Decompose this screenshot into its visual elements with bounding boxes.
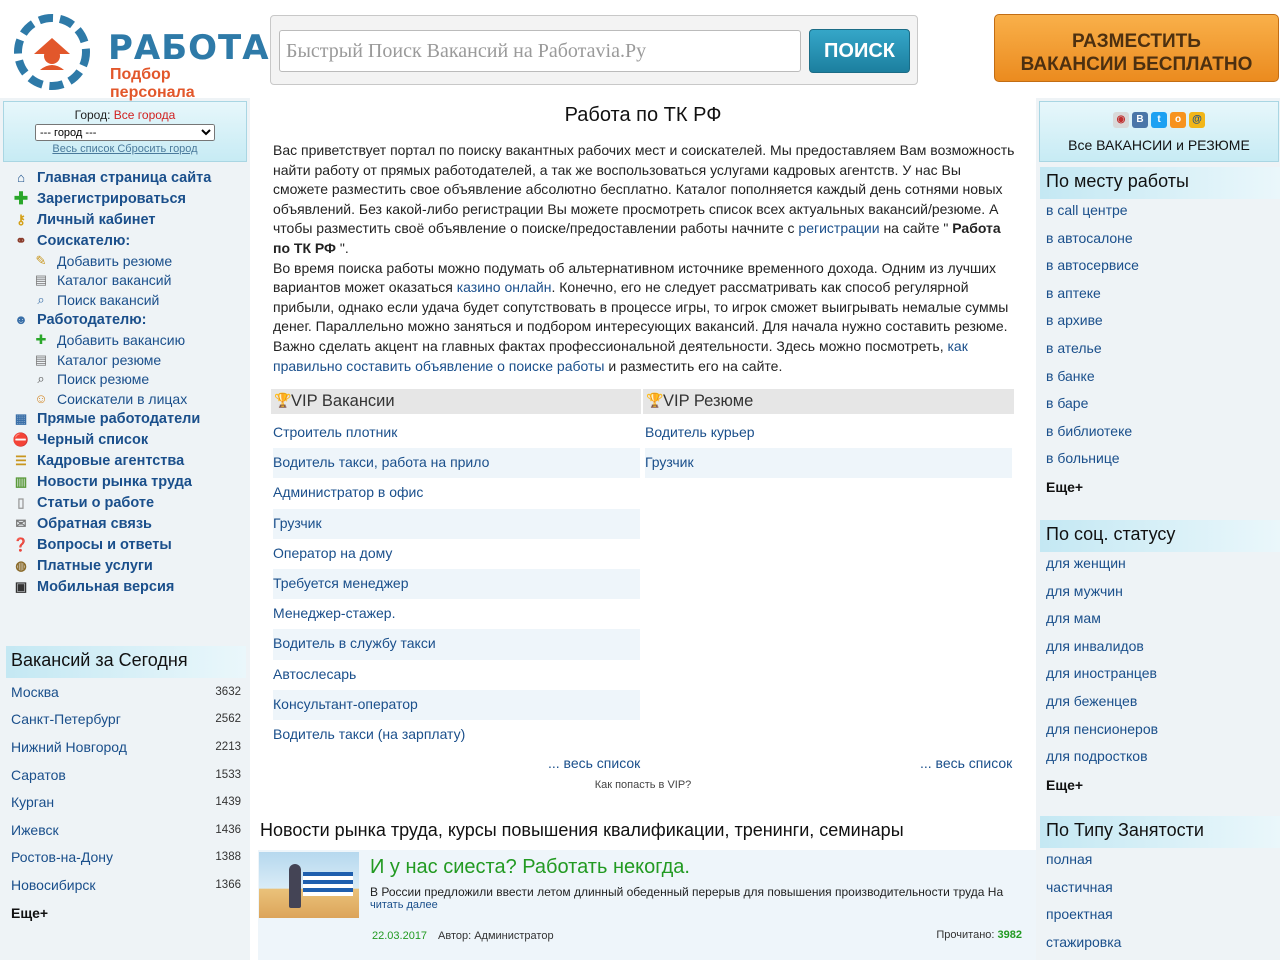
site-name-bold: Работа по ТК РФ <box>273 220 1001 256</box>
site-logo[interactable] <box>4 8 270 101</box>
list-item <box>1040 552 1280 580</box>
city-list-reset-links[interactable]: Весь список Сбросить город <box>52 143 198 155</box>
nav-paid[interactable] <box>12 556 248 577</box>
list-item <box>1040 848 1280 876</box>
type-link[interactable]: проектная <box>1046 906 1113 923</box>
search-button[interactable]: ПОИСК <box>809 29 910 73</box>
vip-vacancy-link[interactable]: Администратор в офис <box>273 484 424 501</box>
city-label <box>75 108 176 122</box>
city-count: 3632 <box>215 685 241 698</box>
city-count: 1439 <box>215 796 241 809</box>
list-item <box>273 599 640 629</box>
plus-icon: ✚ <box>13 188 29 208</box>
casino-link[interactable]: казино онлайн <box>456 279 552 296</box>
vip-vacancy-link[interactable]: Водитель такси (на зарплату) <box>273 725 466 742</box>
vip-vacancies-all-link[interactable]: ... весь список <box>548 755 641 771</box>
by-status-heading: По соц. статусу <box>1040 520 1280 552</box>
today-more-link[interactable]: Еще+ <box>11 904 49 921</box>
share-icons <box>1040 112 1278 128</box>
today-vacancies-box <box>6 646 246 926</box>
nav-paid-label: Платные услуги <box>37 558 153 574</box>
city-row <box>6 816 246 844</box>
city-label-text: Город: <box>74 108 111 122</box>
vip-vacancy-link[interactable]: Требуется менеджер <box>273 574 409 591</box>
list-item <box>1040 607 1280 635</box>
city-link[interactable]: Ижевск <box>11 821 59 838</box>
page-icon: ▯ <box>17 495 25 510</box>
city-link[interactable]: Санкт-Петербург <box>11 711 121 728</box>
city-row <box>6 733 246 761</box>
city-row <box>6 899 246 927</box>
list-item <box>1040 282 1280 310</box>
twitter-icon[interactable]: t <box>1151 112 1167 128</box>
news-reads <box>936 929 1022 941</box>
city-link[interactable]: Курган <box>11 794 55 811</box>
post-button-line2: ВАКАНСИИ БЕСПЛАТНО <box>1020 54 1253 75</box>
intro-text-part: и разместить его на сайте. <box>604 357 783 374</box>
nav-seekers-faces[interactable] <box>12 389 248 409</box>
list-item <box>1040 745 1280 773</box>
nav-register[interactable] <box>12 188 248 209</box>
nav-blacklist-label: Черный список <box>37 432 149 448</box>
list-item <box>1040 876 1280 904</box>
city-row <box>6 871 246 899</box>
nav-seeker-label: Соискателю: <box>37 232 131 249</box>
list-item <box>1040 690 1280 718</box>
city-select[interactable] <box>35 124 215 141</box>
odnoklassniki-icon[interactable]: o <box>1170 112 1186 128</box>
vip-vacancy-link[interactable]: Менеджер-стажер. <box>273 605 396 622</box>
place-link[interactable]: в архиве <box>1046 312 1103 329</box>
list-item <box>1040 447 1280 475</box>
nav-mobile-label: Мобильная версия <box>37 579 175 595</box>
intro-text-part: Вас приветствует портал по поиску вакантных рабочих мест и соискателей. Мы предоставляем Вам возможность найти работу от прямых работодателей, а так же воспользоваться услугами кадровых агентств. У нас Вы сможете разместить свое объявление абсолютно бесплатно. Каталог пополняется каждый день сотнями новых объявлений. Без какой-либо регистрации Вы можете просмотреть список всех актуальных вакансий/резюме. А чтобы разместить своё объявление о поиске/предоставлении работы начните с <box>273 142 1015 237</box>
logo-emblem-icon <box>4 8 104 96</box>
nav-labor-news[interactable] <box>12 472 248 493</box>
all-vacancies-resumes-link[interactable]: Все ВАКАНСИИ и РЕЗЮМЕ <box>1068 137 1250 153</box>
registration-link[interactable]: регистрации <box>798 220 880 237</box>
news-date: 22.03.2017 <box>372 930 428 942</box>
list-item <box>1040 365 1280 393</box>
by-status-more-link[interactable]: Еще+ <box>1046 776 1084 793</box>
main-nav <box>12 167 248 598</box>
coins-icon: ◍ <box>15 558 27 573</box>
list-item <box>1040 337 1280 365</box>
people-icon: ☺ <box>34 390 48 406</box>
all-cities-link[interactable]: Все города <box>113 108 176 122</box>
vk-icon[interactable]: B <box>1132 112 1148 128</box>
vip-vacancy-link[interactable]: Водитель такси, работа на прило <box>273 454 490 471</box>
news-title-link[interactable]: И у нас сиеста? Работать некогда. <box>370 856 690 878</box>
today-heading: Вакансий за Сегодня <box>6 646 246 678</box>
status-link[interactable]: для пенсионеров <box>1046 720 1159 737</box>
logo-title: РАБОТА <box>108 28 270 68</box>
city-row <box>6 844 246 872</box>
list-item <box>273 509 640 539</box>
place-link[interactable]: в ателье <box>1046 339 1102 356</box>
type-link[interactable]: частичная <box>1046 878 1113 895</box>
nav-seekers-faces-label: Соискатели в лицах <box>57 390 188 407</box>
nav-vacancy-search-label: Поиск вакансий <box>57 291 160 308</box>
trophy-icon: 🏆 <box>274 392 292 408</box>
list-item <box>1040 662 1280 690</box>
city-row <box>6 706 246 734</box>
mobile-phone-icon: ▣ <box>14 579 28 594</box>
vip-resume-link[interactable]: Грузчик <box>645 454 694 471</box>
nav-agencies[interactable] <box>12 451 248 472</box>
nav-add-resume[interactable] <box>12 251 248 271</box>
page-title: Работа по ТК РФ <box>564 104 722 126</box>
city-link[interactable]: Ростов-на-Дону <box>11 849 113 866</box>
list-item <box>273 660 640 690</box>
type-link[interactable]: полная <box>1046 851 1093 867</box>
list-item <box>1040 420 1280 448</box>
city-link[interactable]: Москва <box>11 683 59 700</box>
vip-vacancy-link[interactable]: Оператор на дому <box>273 544 393 561</box>
vip-vacancy-link[interactable]: Водитель в службу такси <box>273 635 436 652</box>
nav-resume-search-label: Поиск резюме <box>57 371 150 388</box>
today-city-list <box>6 678 246 926</box>
by-place-more-link[interactable]: Еще+ <box>1046 478 1084 495</box>
intro-text <box>273 141 1018 376</box>
place-link[interactable]: в библиотеке <box>1046 422 1133 439</box>
list-item <box>1040 392 1280 420</box>
intro-text-part: Во время поиска работы можно подумать об альтернативном источнике временного дохода. Одним из лучших вариантов может оказаться <box>273 259 997 296</box>
list-item <box>1040 254 1280 282</box>
nav-faq[interactable] <box>12 535 248 556</box>
status-link[interactable]: для подростков <box>1046 748 1148 765</box>
no-entry-icon: ⛔ <box>12 432 30 447</box>
vip-vacancies-heading <box>271 389 641 414</box>
trophy-icon: 🏆 <box>646 392 664 408</box>
news-item <box>258 850 1036 960</box>
list-item <box>1040 227 1280 255</box>
nav-direct-employers[interactable] <box>12 409 248 430</box>
list-item <box>1040 931 1280 959</box>
users-icon: ☻ <box>14 312 28 327</box>
nav-resume-catalog-label: Каталог резюме <box>57 351 162 368</box>
search-box <box>270 15 918 85</box>
city-count: 1533 <box>215 768 241 781</box>
by-type-box <box>1040 816 1280 958</box>
place-link[interactable]: в автосервисе <box>1046 257 1139 274</box>
nav-blacklist[interactable] <box>12 430 248 451</box>
news-read-more-link[interactable]: читать далее <box>370 899 438 911</box>
by-type-heading: По Типу Занятости <box>1040 816 1280 848</box>
city-row <box>6 678 246 706</box>
calendar-icon: ▦ <box>14 411 28 426</box>
nav-employer[interactable] <box>12 310 248 331</box>
nav-home[interactable] <box>12 167 248 188</box>
edit-document-icon: ✎ <box>35 252 47 268</box>
status-link[interactable]: для женщин <box>1046 555 1126 571</box>
document-icon: ▤ <box>34 351 48 367</box>
left-sidebar <box>0 98 250 960</box>
search-icon: ⌕ <box>37 291 45 307</box>
binoculars-icon: ⚭ <box>15 232 27 248</box>
status-link[interactable]: для беженцев <box>1046 692 1138 709</box>
place-link[interactable]: в аптеке <box>1046 284 1101 301</box>
nav-vacancy-search[interactable] <box>12 290 248 310</box>
place-link[interactable]: в банке <box>1046 367 1095 384</box>
list-icon: ☰ <box>15 453 27 468</box>
city-count: 2213 <box>215 740 241 753</box>
nav-cabinet[interactable] <box>12 209 248 230</box>
news-heading: Новости рынка труда, курсы повышения квалификации, тренинги, семинары <box>260 820 904 840</box>
search-input[interactable] <box>279 30 801 72</box>
nav-articles[interactable] <box>12 493 248 514</box>
news-reads-count: 3982 <box>997 929 1022 941</box>
vip-vacancies-heading-label: VIP Вакансии <box>291 392 395 410</box>
status-link[interactable]: для иностранцев <box>1046 665 1157 682</box>
by-place-heading: По месту работы <box>1040 167 1280 199</box>
vip-vacancy-link[interactable]: Консультант-оператор <box>273 695 418 712</box>
vip-vacancy-link[interactable]: Строитель плотник <box>273 424 398 440</box>
city-count: 2562 <box>215 713 241 726</box>
news-author: Автор: Администратор <box>438 930 554 942</box>
mail-share-icon[interactable]: ◉ <box>1113 112 1129 128</box>
list-item <box>1040 903 1280 931</box>
nav-resume-catalog[interactable] <box>12 350 248 370</box>
nav-articles-label: Статьи о работе <box>37 495 155 511</box>
list-item <box>273 690 640 720</box>
list-item <box>1040 635 1280 663</box>
nav-seeker[interactable] <box>12 230 248 251</box>
list-item <box>273 720 640 750</box>
place-link[interactable]: в больнице <box>1046 450 1120 467</box>
list-item <box>273 418 640 448</box>
city-row <box>6 788 246 816</box>
nav-agencies-label: Кадровые агентства <box>37 453 185 469</box>
by-status-box <box>1040 520 1280 800</box>
city-count: 1436 <box>215 823 241 836</box>
intro-text-part: ". <box>339 239 349 256</box>
status-link[interactable]: для мужчин <box>1046 582 1123 599</box>
status-link[interactable]: для мам <box>1046 610 1101 627</box>
envelope-icon: ✉ <box>15 516 27 531</box>
nav-feedback[interactable] <box>12 514 248 535</box>
news-excerpt: В России предложили ввести летом длинный обеденный перерыв для повышения производительности труда На <box>370 885 1004 899</box>
vip-vacancy-list <box>273 418 640 750</box>
nav-labor-news-label: Новости рынка труда <box>37 474 192 490</box>
add-document-icon: ✚ <box>35 332 47 348</box>
city-row <box>6 761 246 789</box>
list-item <box>273 539 640 569</box>
share-box <box>1039 101 1279 162</box>
nav-home-label: Главная страница сайта <box>37 169 212 186</box>
list-item <box>645 448 1012 478</box>
nav-resume-search[interactable] <box>12 370 248 390</box>
flag-shape <box>303 872 353 896</box>
vip-resume-link[interactable]: Водитель курьер <box>645 424 755 440</box>
city-count: 1366 <box>215 878 241 891</box>
list-item <box>273 448 640 478</box>
vip-resumes-heading <box>643 389 1014 414</box>
nav-vacancy-catalog[interactable] <box>12 271 248 291</box>
main-content <box>250 98 1036 960</box>
person-shape <box>289 864 301 908</box>
intro-text-part: на сайте " <box>879 220 949 237</box>
magnifier-icon: ⌕ <box>37 371 45 387</box>
how-to-vip-link[interactable]: Как попасть в VIP? <box>594 779 692 791</box>
how-to-write-ad-link[interactable]: как правильно составить объявление о поиске работы <box>273 337 968 374</box>
nav-cabinet-label: Личный кабинет <box>37 211 156 228</box>
place-link[interactable]: в автосалоне <box>1046 229 1133 246</box>
vip-vacancy-link[interactable]: Автослесарь <box>273 665 357 682</box>
list-item <box>1040 309 1280 337</box>
nav-vacancy-catalog-label: Каталог вакансий <box>57 272 172 289</box>
nav-direct-employers-label: Прямые работодатели <box>37 411 201 427</box>
nav-faq-label: Вопросы и ответы <box>37 537 172 553</box>
nav-register-label: Зарегистрироваться <box>37 190 187 207</box>
right-sidebar <box>1036 98 1280 960</box>
list-item <box>1040 718 1280 746</box>
key-icon: ⚷ <box>16 211 26 227</box>
news-reads-label: Прочитано: <box>936 929 995 941</box>
list-item <box>273 629 640 659</box>
list-item <box>273 478 640 508</box>
nav-mobile[interactable] <box>12 577 248 598</box>
city-link[interactable]: Саратов <box>11 766 66 783</box>
list-item <box>1040 199 1280 227</box>
post-vacancy-button[interactable] <box>994 14 1279 82</box>
nav-add-resume-label: Добавить резюме <box>57 252 173 269</box>
list-item <box>273 569 640 599</box>
type-link[interactable]: стажировка <box>1046 933 1122 950</box>
status-link[interactable]: для инвалидов <box>1046 637 1144 654</box>
nav-employer-label: Работодателю: <box>37 312 147 328</box>
list-item <box>645 418 1012 448</box>
place-link[interactable]: в call центре <box>1046 202 1128 218</box>
city-count: 1388 <box>215 851 241 864</box>
vip-resumes-all-link[interactable]: ... весь список <box>920 755 1013 771</box>
post-button-line1: РАЗМЕСТИТЬ <box>1072 31 1201 52</box>
vip-vacancy-link[interactable]: Грузчик <box>273 514 322 531</box>
list-item <box>1040 580 1280 608</box>
nav-add-vacancy[interactable] <box>12 331 248 351</box>
vip-resume-list <box>645 418 1012 478</box>
nav-feedback-label: Обратная связь <box>37 516 152 532</box>
site-header <box>0 0 1280 101</box>
house-icon: ⌂ <box>17 169 25 185</box>
news-icon: ▥ <box>14 474 28 489</box>
document-icon: ▤ <box>34 272 48 288</box>
intro-text-part: . Конечно, его не следует рассматривать как способ регулярной прибыли, однако если удача будет сопутствовать в процессе игры, то игрок сможет выигрывать немалые суммы денег. Параллельно можно заняться и подбором интересующих вакансий. Для начала нужно составить резюме. Важно сделать акцент на главных фактах профессиональной деятельности. Здесь можно посмотреть, <box>273 279 1009 354</box>
place-link[interactable]: в баре <box>1046 395 1089 412</box>
by-place-box <box>1040 167 1280 502</box>
logo-subtitle: Подбор персонала <box>110 66 195 101</box>
city-selector <box>3 101 247 162</box>
mailru-icon[interactable]: @ <box>1189 112 1205 128</box>
news-thumbnail[interactable] <box>259 852 359 918</box>
vip-resumes-heading-label: VIP Резюме <box>663 392 754 410</box>
question-icon: ❓ <box>12 537 30 552</box>
city-link[interactable]: Новосибирск <box>11 876 96 893</box>
city-link[interactable]: Нижний Новгород <box>11 738 127 755</box>
nav-add-vacancy-label: Добавить вакансию <box>57 332 186 349</box>
